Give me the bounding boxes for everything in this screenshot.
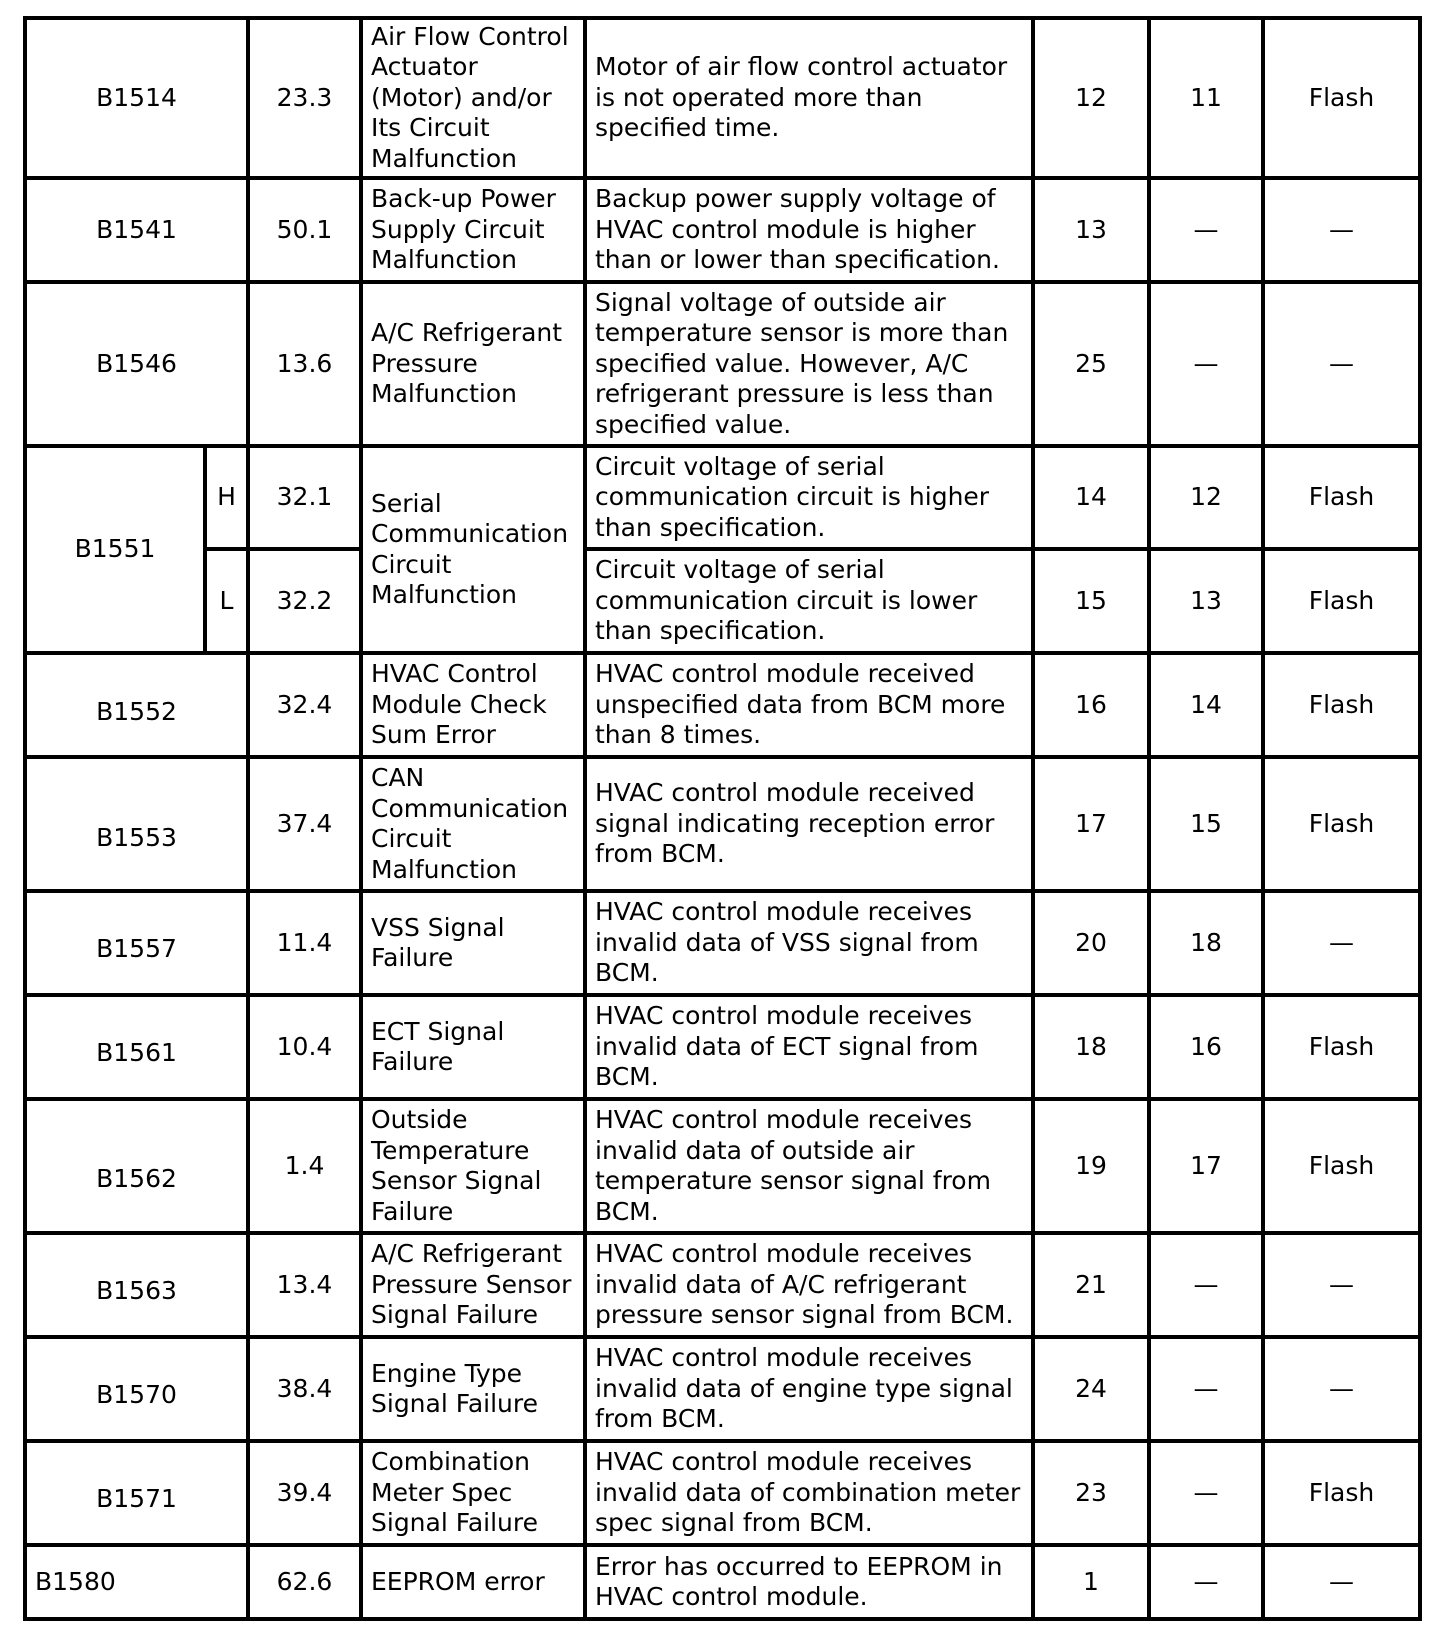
table-row xyxy=(25,549,1420,653)
dtc-col6: — xyxy=(1149,282,1263,446)
table-row xyxy=(25,653,1420,757)
dtc-description: Outside Temperature Sensor Signal Failure xyxy=(361,1099,585,1233)
dtc-detection-condition: HVAC control module received signal indicating reception error from BCM. xyxy=(585,757,1033,891)
dtc-description: Air Flow Control Actuator (Motor) and/or Its Circuit Malfunction xyxy=(361,18,585,178)
dtc-col5: 25 xyxy=(1033,282,1149,446)
dtc-col7: Flash xyxy=(1263,757,1420,891)
dtc-code: B1563 xyxy=(25,1233,248,1337)
table-row xyxy=(25,995,1420,1099)
dtc-col5: 20 xyxy=(1033,891,1149,995)
dtc-col6: 18 xyxy=(1149,891,1263,995)
dtc-value: 32.1 xyxy=(248,446,361,549)
dtc-col7: — xyxy=(1263,1337,1420,1441)
dtc-description: Engine Type Signal Failure xyxy=(361,1337,585,1441)
dtc-col7: — xyxy=(1263,178,1420,282)
dtc-code: B1561 xyxy=(25,995,248,1099)
dtc-value: 62.6 xyxy=(248,1545,361,1619)
dtc-detection-condition: Motor of air flow control actuator is not operated more than specified time. xyxy=(585,18,1033,178)
dtc-col7: Flash xyxy=(1263,995,1420,1099)
dtc-col7: Flash xyxy=(1263,1099,1420,1233)
dtc-code: B1546 xyxy=(25,282,248,446)
dtc-detection-condition: HVAC control module receives invalid data of engine type signal from BCM. xyxy=(585,1337,1033,1441)
dtc-code: B1580 xyxy=(25,1545,248,1619)
dtc-col6: — xyxy=(1149,1233,1263,1337)
table-row xyxy=(25,1441,1420,1545)
dtc-col7: — xyxy=(1263,1233,1420,1337)
dtc-col7: Flash xyxy=(1263,653,1420,757)
table-row xyxy=(25,446,1420,549)
table-row xyxy=(25,891,1420,995)
dtc-col5: 18 xyxy=(1033,995,1149,1099)
dtc-detection-condition: Circuit voltage of serial communication circuit is lower than specification. xyxy=(585,549,1033,653)
dtc-value: 13.4 xyxy=(248,1233,361,1337)
dtc-value: 37.4 xyxy=(248,757,361,891)
dtc-description: CAN Communication Circuit Malfunction xyxy=(361,757,585,891)
dtc-col6: — xyxy=(1149,1545,1263,1619)
dtc-col6: — xyxy=(1149,1441,1263,1545)
dtc-detection-condition: HVAC control module receives invalid data of ECT signal from BCM. xyxy=(585,995,1033,1099)
dtc-value: 38.4 xyxy=(248,1337,361,1441)
dtc-col5: 14 xyxy=(1033,446,1149,549)
dtc-description: ECT Signal Failure xyxy=(361,995,585,1099)
dtc-code: B1552 xyxy=(25,653,248,757)
table-row xyxy=(25,178,1420,282)
dtc-col7: — xyxy=(1263,891,1420,995)
dtc-detection-condition: HVAC control module receives invalid data of A/C refrigerant pressure sensor signal from BCM. xyxy=(585,1233,1033,1337)
dtc-code: B1571 xyxy=(25,1441,248,1545)
dtc-col6: — xyxy=(1149,178,1263,282)
dtc-code: B1570 xyxy=(25,1337,248,1441)
dtc-col7: — xyxy=(1263,282,1420,446)
dtc-col5: 16 xyxy=(1033,653,1149,757)
dtc-detection-condition: HVAC control module receives invalid data of outside air temperature sensor signal from BCM. xyxy=(585,1099,1033,1233)
dtc-col5: 15 xyxy=(1033,549,1149,653)
dtc-description: A/C Refrigerant Pressure Malfunction xyxy=(361,282,585,446)
dtc-sub-level: L xyxy=(205,549,248,653)
dtc-col5: 24 xyxy=(1033,1337,1149,1441)
dtc-col6: 17 xyxy=(1149,1099,1263,1233)
dtc-table xyxy=(23,16,1422,1621)
dtc-description: Serial Communication Circuit Malfunction xyxy=(361,446,585,653)
dtc-value: 32.2 xyxy=(248,549,361,653)
dtc-description: EEPROM error xyxy=(361,1545,585,1619)
dtc-code: B1551 xyxy=(25,446,205,653)
dtc-detection-condition: HVAC control module receives invalid data of combination meter spec signal from BCM. xyxy=(585,1441,1033,1545)
dtc-code: B1514 xyxy=(25,18,248,178)
dtc-col6: 12 xyxy=(1149,446,1263,549)
dtc-value: 23.3 xyxy=(248,18,361,178)
dtc-col7: Flash xyxy=(1263,446,1420,549)
dtc-code: B1557 xyxy=(25,891,248,995)
dtc-col6: 13 xyxy=(1149,549,1263,653)
table-row xyxy=(25,1545,1420,1619)
dtc-description: Back-up Power Supply Circuit Malfunction xyxy=(361,178,585,282)
table-row xyxy=(25,282,1420,446)
table-row xyxy=(25,757,1420,891)
dtc-value: 13.6 xyxy=(248,282,361,446)
dtc-value: 39.4 xyxy=(248,1441,361,1545)
dtc-col6: 11 xyxy=(1149,18,1263,178)
dtc-value: 50.1 xyxy=(248,178,361,282)
dtc-detection-condition: HVAC control module receives invalid data of VSS signal from BCM. xyxy=(585,891,1033,995)
dtc-col7: Flash xyxy=(1263,549,1420,653)
dtc-col5: 17 xyxy=(1033,757,1149,891)
dtc-col5: 19 xyxy=(1033,1099,1149,1233)
dtc-detection-condition: Backup power supply voltage of HVAC control module is higher than or lower than specification. xyxy=(585,178,1033,282)
dtc-detection-condition: HVAC control module received unspecified data from BCM more than 8 times. xyxy=(585,653,1033,757)
dtc-col5: 12 xyxy=(1033,18,1149,178)
table-row xyxy=(25,1099,1420,1233)
table-row xyxy=(25,1337,1420,1441)
dtc-col6: 16 xyxy=(1149,995,1263,1099)
dtc-code: B1541 xyxy=(25,178,248,282)
dtc-description: A/C Refrigerant Pressure Sensor Signal Failure xyxy=(361,1233,585,1337)
dtc-col5: 23 xyxy=(1033,1441,1149,1545)
dtc-col6: 15 xyxy=(1149,757,1263,891)
dtc-col7: Flash xyxy=(1263,1441,1420,1545)
dtc-col6: 14 xyxy=(1149,653,1263,757)
dtc-detection-condition: Circuit voltage of serial communication circuit is higher than specification. xyxy=(585,446,1033,549)
dtc-detection-condition: Signal voltage of outside air temperature sensor is more than specified value. However, A/C refrigerant pressure is less than specified value. xyxy=(585,282,1033,446)
dtc-code: B1562 xyxy=(25,1099,248,1233)
table-row xyxy=(25,1233,1420,1337)
dtc-col6: — xyxy=(1149,1337,1263,1441)
dtc-value: 11.4 xyxy=(248,891,361,995)
dtc-col5: 1 xyxy=(1033,1545,1149,1619)
dtc-description: Combination Meter Spec Signal Failure xyxy=(361,1441,585,1545)
dtc-sub-level: H xyxy=(205,446,248,549)
dtc-code: B1553 xyxy=(25,757,248,891)
dtc-description: VSS Signal Failure xyxy=(361,891,585,995)
dtc-col7: — xyxy=(1263,1545,1420,1619)
dtc-value: 1.4 xyxy=(248,1099,361,1233)
dtc-description: HVAC Control Module Check Sum Error xyxy=(361,653,585,757)
dtc-col7: Flash xyxy=(1263,18,1420,178)
dtc-detection-condition: Error has occurred to EEPROM in HVAC control module. xyxy=(585,1545,1033,1619)
dtc-col5: 13 xyxy=(1033,178,1149,282)
dtc-value: 32.4 xyxy=(248,653,361,757)
dtc-value: 10.4 xyxy=(248,995,361,1099)
dtc-col5: 21 xyxy=(1033,1233,1149,1337)
table-row xyxy=(25,18,1420,178)
